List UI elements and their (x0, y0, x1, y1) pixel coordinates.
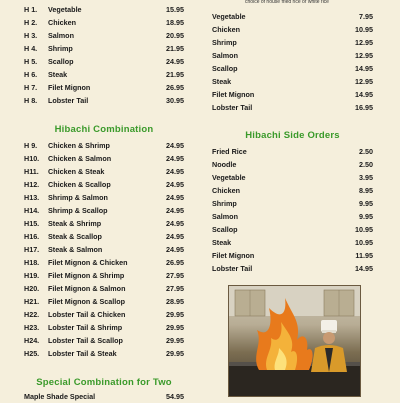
side-orders-list (212, 145, 373, 275)
menu-item: Shrimp 9.95 (212, 199, 373, 208)
menu-item: Vegetable 3.95 (212, 173, 373, 182)
menu-item: H16. Steak & Scallop 24.95 (24, 232, 184, 241)
menu-item: Salmon 12.95 (212, 51, 373, 60)
menu-item: H 2. Chicken 18.95 (24, 18, 184, 27)
menu-item: H17. Steak & Salmon 24.95 (24, 245, 184, 254)
hibachi-chef-photo (228, 285, 361, 397)
hibachi-dinner-list (24, 3, 184, 107)
menu-item: H19. Filet Mignon & Shrimp 27.95 (24, 271, 184, 280)
menu-item: H 3. Salmon 20.95 (24, 31, 184, 40)
menu-item: Filet Mignon 14.95 (212, 90, 373, 99)
menu-item: Salmon 9.95 (212, 212, 373, 221)
menu-item: Lobster Tail 16.95 (212, 103, 373, 112)
menu-item: H18. Filet Mignon & Chicken 26.95 (24, 258, 184, 267)
menu-item: Vegetable 7.95 (212, 12, 373, 21)
menu-item: H 5. Scallop 24.95 (24, 57, 184, 66)
menu-item: H11. Chicken & Steak 24.95 (24, 167, 184, 176)
combination-heading: Hibachi Combination (54, 124, 154, 135)
menu-item: H 7. Filet Mignon 26.95 (24, 83, 184, 92)
menu-item: Lobster Tail 14.95 (212, 264, 373, 273)
menu-item: H20. Filet Mignon & Salmon 27.95 (24, 284, 184, 293)
right-top-list (212, 10, 373, 114)
menu-item: Steak 10.95 (212, 238, 373, 247)
menu-item: H22. Lobster Tail & Chicken 29.95 (24, 310, 184, 319)
menu-item: Shrimp 12.95 (212, 38, 373, 47)
menu-item: Scallop 14.95 (212, 64, 373, 73)
menu-item: H10. Chicken & Salmon 24.95 (24, 154, 184, 163)
menu-item: H13. Shrimp & Salmon 24.95 (24, 193, 184, 202)
menu-item: Noodle 2.50 (212, 160, 373, 169)
menu-item: H 8. Lobster Tail 30.95 (24, 96, 184, 105)
menu-item: H23. Lobster Tail & Shrimp 29.95 (24, 323, 184, 332)
menu-item: Fried Rice 2.50 (212, 147, 373, 156)
combination-list (24, 139, 184, 360)
chef-flame-illustration (229, 286, 360, 396)
menu-item: H14. Shrimp & Scallop 24.95 (24, 206, 184, 215)
side-orders-heading: Hibachi Side Orders (245, 130, 340, 141)
menu-item: Steak 12.95 (212, 77, 373, 86)
menu-item: Chicken 8.95 (212, 186, 373, 195)
menu-item: H21. Filet Mignon & Scallop 28.95 (24, 297, 184, 306)
menu-item: Scallop 10.95 (212, 225, 373, 234)
menu-item: H 4. Shrimp 21.95 (24, 44, 184, 53)
menu-item: H15. Steak & Shrimp 24.95 (24, 219, 184, 228)
rice-note: choice of house fried rice or white rice (245, 0, 329, 5)
menu-item: H 1. Vegetable 15.95 (24, 5, 184, 14)
menu-item: H 6. Steak 21.95 (24, 70, 184, 79)
menu-item: H25. Lobster Tail & Steak 29.95 (24, 349, 184, 358)
menu-item: H 9. Chicken & Shrimp 24.95 (24, 141, 184, 150)
menu-item: Chicken 10.95 (212, 25, 373, 34)
menu-item: H12. Chicken & Scallop 24.95 (24, 180, 184, 189)
menu-item: Filet Mignon 11.95 (212, 251, 373, 260)
special-heading: Special Combination for Two (36, 377, 172, 388)
menu-item: H24. Lobster Tail & Scallop 29.95 (24, 336, 184, 345)
menu-item: Maple Shade Special 54.95 (24, 392, 184, 401)
